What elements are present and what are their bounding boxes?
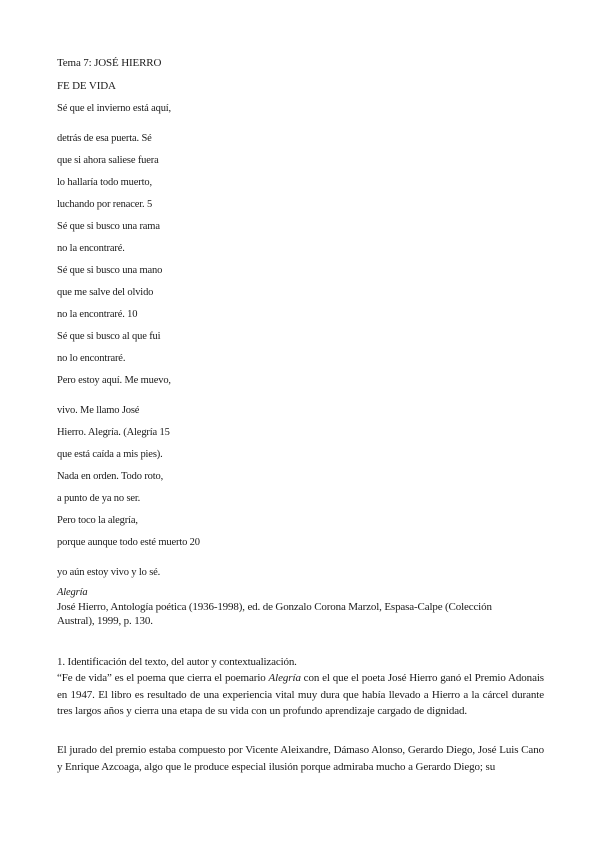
paragraph-1-end: con el que el poeta José Hierro ganó el Premio Adonais en 1947. El libro es resultado de una experiencia vital muy dura que había llevado a Hierro a la cárcel durante tres largos años y cierra una etapa de su vida con un profundo aprendizaje cargado de dignidad.	[57, 672, 544, 717]
paragraph-2	[57, 742, 544, 775]
poem-line: Sé que el invierno está aquí,	[57, 103, 172, 114]
poem-line: a punto de ya no ser.	[57, 493, 141, 504]
poem-line: no la encontraré.	[57, 243, 125, 254]
poem-line: Sé que si busco una rama	[57, 221, 160, 232]
paragraph-2-text: El jurado del premio estaba compuesto por Vicente Aleixandre, Dámaso Alonso, Gerardo Diego, José Luis Cano y Enrique Azcoaga, algo que le produce especial ilusión porque admiraba mucho a Gerardo Diego; su	[57, 744, 544, 773]
paragraph-1	[57, 670, 544, 720]
poem-line: que está caída a mis pies).	[57, 449, 163, 460]
poem-line: detrás de esa puerta. Sé	[57, 133, 152, 144]
tema-heading: Tema 7: JOSÉ HIERRO	[57, 57, 162, 69]
poem-line: vivo. Me llamo José	[57, 405, 140, 416]
poem-line: no la encontraré. 10	[57, 309, 138, 320]
source-citation-line2: Austral), 1999, p. 130.	[57, 615, 153, 627]
poem-line: luchando por renacer. 5	[57, 199, 153, 210]
book-title-inline: Alegría	[268, 672, 301, 684]
poem-line: yo aún estoy vivo y lo sé.	[57, 567, 161, 578]
poem-line: no lo encontraré.	[57, 353, 126, 364]
book-title: Alegría	[57, 587, 88, 598]
poem-line: Pero estoy aquí. Me muevo,	[57, 375, 171, 386]
poem-line: Sé que si busco al que fui	[57, 331, 161, 342]
poem-title: FE DE VIDA	[57, 80, 116, 92]
section-heading: 1. Identificación del texto, del autor y contextualización.	[57, 656, 297, 668]
poem-line: Nada en orden. Todo roto,	[57, 471, 164, 482]
poem-line: que me salve del olvido	[57, 287, 154, 298]
poem-line: Sé que si busco una mano	[57, 265, 163, 276]
poem-line: lo hallaría todo muerto,	[57, 177, 152, 188]
poem-line: Pero toco la alegría,	[57, 515, 138, 526]
poem-line: Hierro. Alegría. (Alegría 15	[57, 427, 170, 438]
poem-line: que si ahora saliese fuera	[57, 155, 159, 166]
poem-line: porque aunque todo esté muerto 20	[57, 537, 200, 548]
source-citation-line1: José Hierro, Antología poética (1936-1998), ed. de Gonzalo Corona Marzol, Espasa-Calpe (Colección	[57, 601, 492, 613]
paragraph-1-start: “Fe de vida” es el poema que cierra el poemario	[57, 672, 269, 684]
